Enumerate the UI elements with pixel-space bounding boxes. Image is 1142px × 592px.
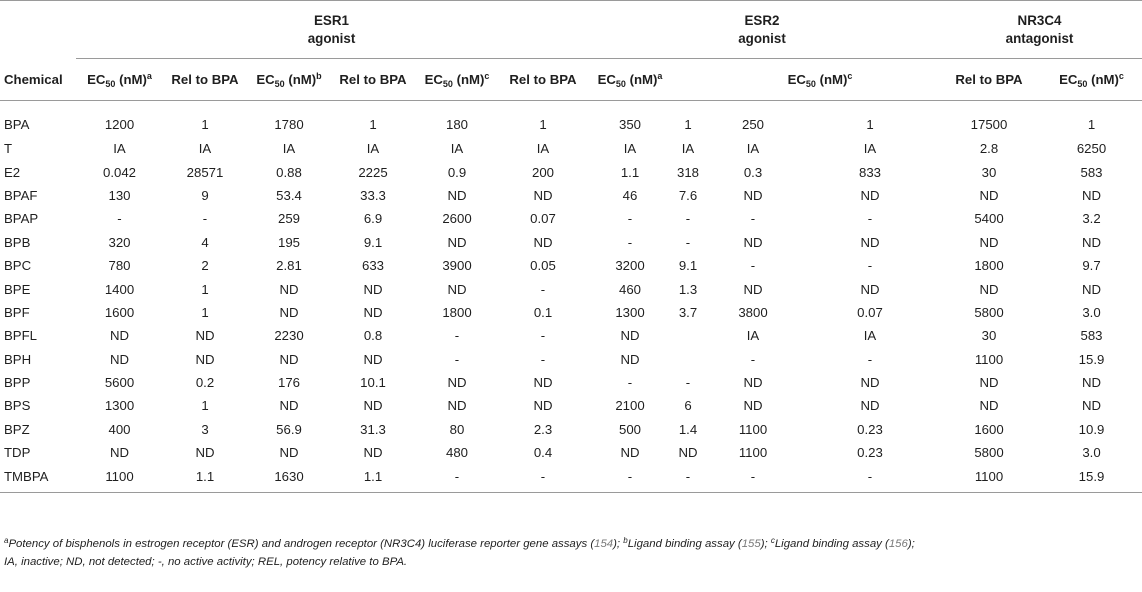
table-row [0,371,1142,394]
value-cell: 176 [277,375,300,391]
column-header-ec50: $EC_{50}$ (nM)$^c$ [703,59,937,101]
column-header-ec50: $EC_{50}$ (nM)$^c$ [1041,59,1142,101]
value-cell: 780 [108,258,131,274]
value-cell: - [454,328,460,344]
value-cell: ND [533,187,553,203]
table-row [0,137,1142,160]
value-cell: ND [979,398,999,414]
value-cell: 1.1 [620,164,640,180]
value-cell: 46 [622,187,638,203]
value-cell: 1100 [738,445,768,461]
value-cell: 5600 [104,375,135,391]
value-cell: ND [533,234,553,250]
value-cell: 0.2 [195,375,215,391]
table-footnote [4,532,1134,571]
table-row [0,418,1142,441]
value-cell: ND [979,375,999,391]
value-cell: 3900 [442,258,472,274]
value-cell: 320 [108,234,131,250]
value-cell: ND [447,375,467,391]
table-row [0,160,1142,183]
value-cell: 6.9 [363,211,383,227]
value-cell: 5800 [974,445,1004,461]
value-cell: 2100 [615,398,645,414]
value-cell: IA [198,141,212,157]
value-cell: IA [623,141,637,157]
value-cell: 500 [618,421,641,437]
value-cell: 1 [201,398,209,414]
value-cell: ND [109,351,130,367]
value-cell: ND [1081,187,1102,203]
value-cell: ND [279,304,299,320]
value-cell: 400 [108,421,131,437]
chemical-name-cell: TDP [4,445,31,461]
chemical-name-cell: BPFL [4,328,37,344]
value-cell: 1.1 [163,464,247,492]
value-cell: ND [279,281,299,297]
value-cell: 15.9 [1041,464,1142,492]
chemical-name-cell: BPAP [4,211,39,227]
value-cell: - [803,464,937,492]
value-cell: ND [1081,234,1102,250]
value-cell: ND [620,445,640,461]
value-cell: ND [620,328,640,344]
value-cell: 9 [201,187,209,203]
value-cell [673,324,703,347]
column-header-blank [673,59,703,101]
value-cell: - [454,351,460,367]
value-cell: 2 [201,258,209,274]
value-cell: - [867,258,873,274]
chemical-name-cell: E2 [4,164,21,180]
column-header-ec50: $EC_{50}$ (nM)$^a$ [76,59,163,101]
value-cell: IA [366,141,380,157]
value-cell: IA [863,141,877,157]
value-cell: - [867,211,873,227]
value-cell: 1600 [104,304,135,320]
value-cell: 1100 [974,351,1004,367]
table-row [0,348,1142,371]
value-cell: - [673,464,703,492]
group-header-esr1: ESR1 agonist [76,1,587,59]
value-cell: ND [363,304,383,320]
value-cell: ND [533,375,553,391]
value-cell: 0.9 [447,164,467,180]
value-cell: 1600 [974,421,1004,437]
value-cell: 0.23 [857,445,883,461]
value-cell: 1 [866,116,874,132]
value-cell: 31.3 [360,421,386,437]
value-cell: 259 [277,211,300,227]
value-cell: ND [1081,375,1102,391]
value-cell: 0.23 [857,421,883,437]
value-cell: 633 [361,258,384,274]
value-cell: 195 [277,234,300,250]
chemical-name-cell: BPC [4,258,32,274]
value-cell: 3.2 [1082,211,1101,227]
value-cell: ND [447,187,467,203]
value-cell: 17500 [970,116,1008,132]
value-cell: 3 [201,421,209,437]
table-row [0,101,1142,138]
value-cell: 1630 [247,464,331,492]
value-cell: - [587,464,673,492]
value-cell: 1.3 [678,281,698,297]
column-header-chemical: Chemical [0,59,76,101]
value-cell: ND [447,398,467,414]
value-cell: - [415,464,499,492]
value-cell: 6 [684,398,692,414]
value-cell: IA [536,141,550,157]
group-header-row [0,1,1142,59]
table-row [0,277,1142,300]
value-cell: 0.4 [533,445,553,461]
value-cell: 5800 [974,304,1004,320]
value-cell: IA [450,141,464,157]
value-cell: - [627,211,633,227]
table-row [0,324,1142,347]
value-cell: 583 [1080,328,1103,344]
value-cell: 56.9 [276,421,302,437]
value-cell: 6250 [1076,141,1107,157]
value-cell: 2.3 [533,421,553,437]
table-row [0,301,1142,324]
value-cell: ND [363,445,383,461]
column-header-ec50: $EC_{50}$ (nM)$^b$ [247,59,331,101]
value-cell: 30 [981,328,997,344]
value-cell: ND [860,375,880,391]
value-cell: 1.4 [678,421,698,437]
value-cell: 460 [618,281,641,297]
value-cell: ND [979,281,999,297]
chemical-name-cell: TMBPA [0,464,76,492]
chemical-name-cell: BPA [4,116,30,132]
value-cell: 10.9 [1078,421,1105,437]
value-cell: 1 [1087,116,1096,132]
column-header-rel: Rel to BPA [163,59,247,101]
table-row [0,464,1142,492]
value-cell: 3.7 [678,304,698,320]
value-cell: ND [743,398,763,414]
value-cell: ND [195,351,215,367]
chemical-name-cell: BPP [4,375,31,391]
value-cell: ND [363,398,383,414]
value-cell: - [627,234,633,250]
value-cell: 180 [445,116,468,132]
column-header-ec50: $EC_{50}$ (nM)$^c$ [415,59,499,101]
value-cell: 9.1 [363,234,383,250]
value-cell: 1100 [76,464,163,492]
value-cell: ND [743,375,763,391]
value-cell: 1 [201,281,209,297]
value-cell: 3.0 [1082,445,1101,461]
table-row [0,254,1142,277]
value-cell: 1200 [104,116,135,132]
column-header-ec50: $EC_{50}$ (nM)$^a$ [587,59,673,101]
value-cell: ND [979,187,999,203]
value-cell: IA [746,328,760,344]
value-cell: - [540,351,546,367]
value-cell: ND [195,445,215,461]
value-cell: 2.8 [979,141,999,157]
value-cell: - [750,258,756,274]
value-cell: ND [620,351,640,367]
table-row [0,231,1142,254]
value-cell: 250 [741,116,764,132]
value-cell: 1780 [274,116,304,132]
chemical-name-cell: BPZ [4,421,30,437]
value-cell: - [703,464,803,492]
value-cell: 0.05 [530,258,556,274]
value-cell: ND [743,281,763,297]
value-cell: - [202,211,208,227]
value-cell: ND [279,445,299,461]
value-cell: 2225 [358,164,388,180]
column-header-rel: Rel to BPA [499,59,587,101]
value-cell: 15.9 [1078,351,1105,367]
chemical-name-cell: T [4,141,13,157]
value-cell: 28571 [186,164,224,180]
value-cell: 1300 [615,304,645,320]
value-cell: 53.4 [276,187,302,203]
value-cell: 1 [201,116,209,132]
value-cell: 1400 [104,281,135,297]
value-cell: 1100 [937,464,1041,492]
value-cell: - [750,211,756,227]
value-cell: 1800 [442,304,472,320]
value-cell: 0.8 [363,328,383,344]
value-cell: ND [860,398,880,414]
value-cell: 7.6 [678,187,698,203]
value-cell: 1100 [738,421,768,437]
value-cell: 10.1 [360,375,386,391]
value-cell: - [627,375,633,391]
value-cell: 130 [108,187,131,203]
value-cell: ND [860,187,880,203]
value-cell: IA [681,141,695,157]
value-cell: 1300 [104,398,135,414]
value-cell: 0.042 [102,164,136,180]
value-cell: ND [678,445,698,461]
value-cell: 3.0 [1082,304,1101,320]
value-cell: - [685,211,691,227]
table-row [0,441,1142,464]
value-cell: 0.07 [857,304,883,320]
value-cell: 9.7 [1082,258,1101,274]
value-cell: 4 [201,234,209,250]
value-cell: - [540,328,546,344]
value-cell: 1 [369,116,377,132]
chemical-name-cell: BPE [4,281,31,297]
value-cell: - [540,281,546,297]
table-body [0,101,1142,493]
chemical-name-cell: BPAF [4,187,38,203]
value-cell: 1 [539,116,547,132]
column-header-row [0,59,1142,101]
chemical-name-cell: BPF [4,304,30,320]
value-cell [673,348,703,371]
column-header-rel: Rel to BPA [331,59,415,101]
value-cell: 9.1 [678,258,698,274]
value-cell: - [117,211,122,227]
value-cell: 480 [445,445,468,461]
chemical-name-cell: BPH [4,351,32,367]
value-cell: 1 [201,304,209,320]
value-cell: 3200 [615,258,645,274]
value-cell: ND [109,445,130,461]
table-row [0,394,1142,417]
value-cell: - [750,351,756,367]
value-cell: ND [279,398,299,414]
value-cell: ND [447,281,467,297]
value-cell: ND [363,281,383,297]
value-cell: ND [743,187,763,203]
value-cell: 2.81 [276,258,302,274]
table-row [0,184,1142,207]
value-cell: - [867,351,873,367]
footnote-line-2: IA, inactive; ND, not detected; -, no active activity; REL, potency relative to BPA. [4,555,408,568]
value-cell: 0.07 [530,211,556,227]
value-cell: ND [743,234,763,250]
value-cell: IA [113,141,126,157]
value-cell: 0.3 [743,164,763,180]
value-cell: 350 [618,116,641,132]
value-cell: ND [979,234,999,250]
value-cell: 833 [858,164,881,180]
value-cell: ND [109,328,130,344]
value-cell: 1 [684,116,692,132]
value-cell: 2600 [442,211,472,227]
value-cell: 80 [449,421,465,437]
value-cell: 1.1 [331,464,415,492]
value-cell: IA [282,141,296,157]
value-cell: - [685,234,691,250]
column-header-rel: Rel to BPA [937,59,1041,101]
value-cell: - [685,375,691,391]
table-row [0,207,1142,230]
value-cell: 3800 [738,304,768,320]
value-cell: ND [1081,398,1102,414]
value-cell: 5400 [974,211,1004,227]
group-header-esr2: ESR2 agonist [587,1,937,59]
value-cell: - [499,464,587,492]
value-cell: ND [279,351,299,367]
group-header-nr3c4: NR3C4 antagonist [937,1,1142,59]
chemical-name-cell: BPS [4,398,31,414]
value-cell: ND [860,281,880,297]
footnote-line-1: $^a$Potency of bisphenols in estrogen receptor (ESR) and androgen receptor (NR3C4) luciferase reporter gene assays (154); $^b$Ligand binding assay (155); $^c$Ligand binding assay (156); [4,536,915,550]
value-cell: ND [860,234,880,250]
value-cell: 30 [981,164,997,180]
chemical-name-cell: BPB [4,234,31,250]
value-cell: 0.1 [533,304,553,320]
value-cell: ND [1081,281,1102,297]
value-cell: 1800 [974,258,1004,274]
value-cell: 583 [1080,164,1103,180]
value-cell: 33.3 [360,187,386,203]
value-cell: ND [447,234,467,250]
value-cell: ND [195,328,215,344]
value-cell: 2230 [274,328,304,344]
value-cell: 318 [676,164,699,180]
value-cell: 200 [531,164,554,180]
value-cell: ND [533,398,553,414]
value-cell: IA [863,328,877,344]
value-cell: 0.88 [276,164,302,180]
value-cell: ND [363,351,383,367]
value-cell: IA [746,141,760,157]
